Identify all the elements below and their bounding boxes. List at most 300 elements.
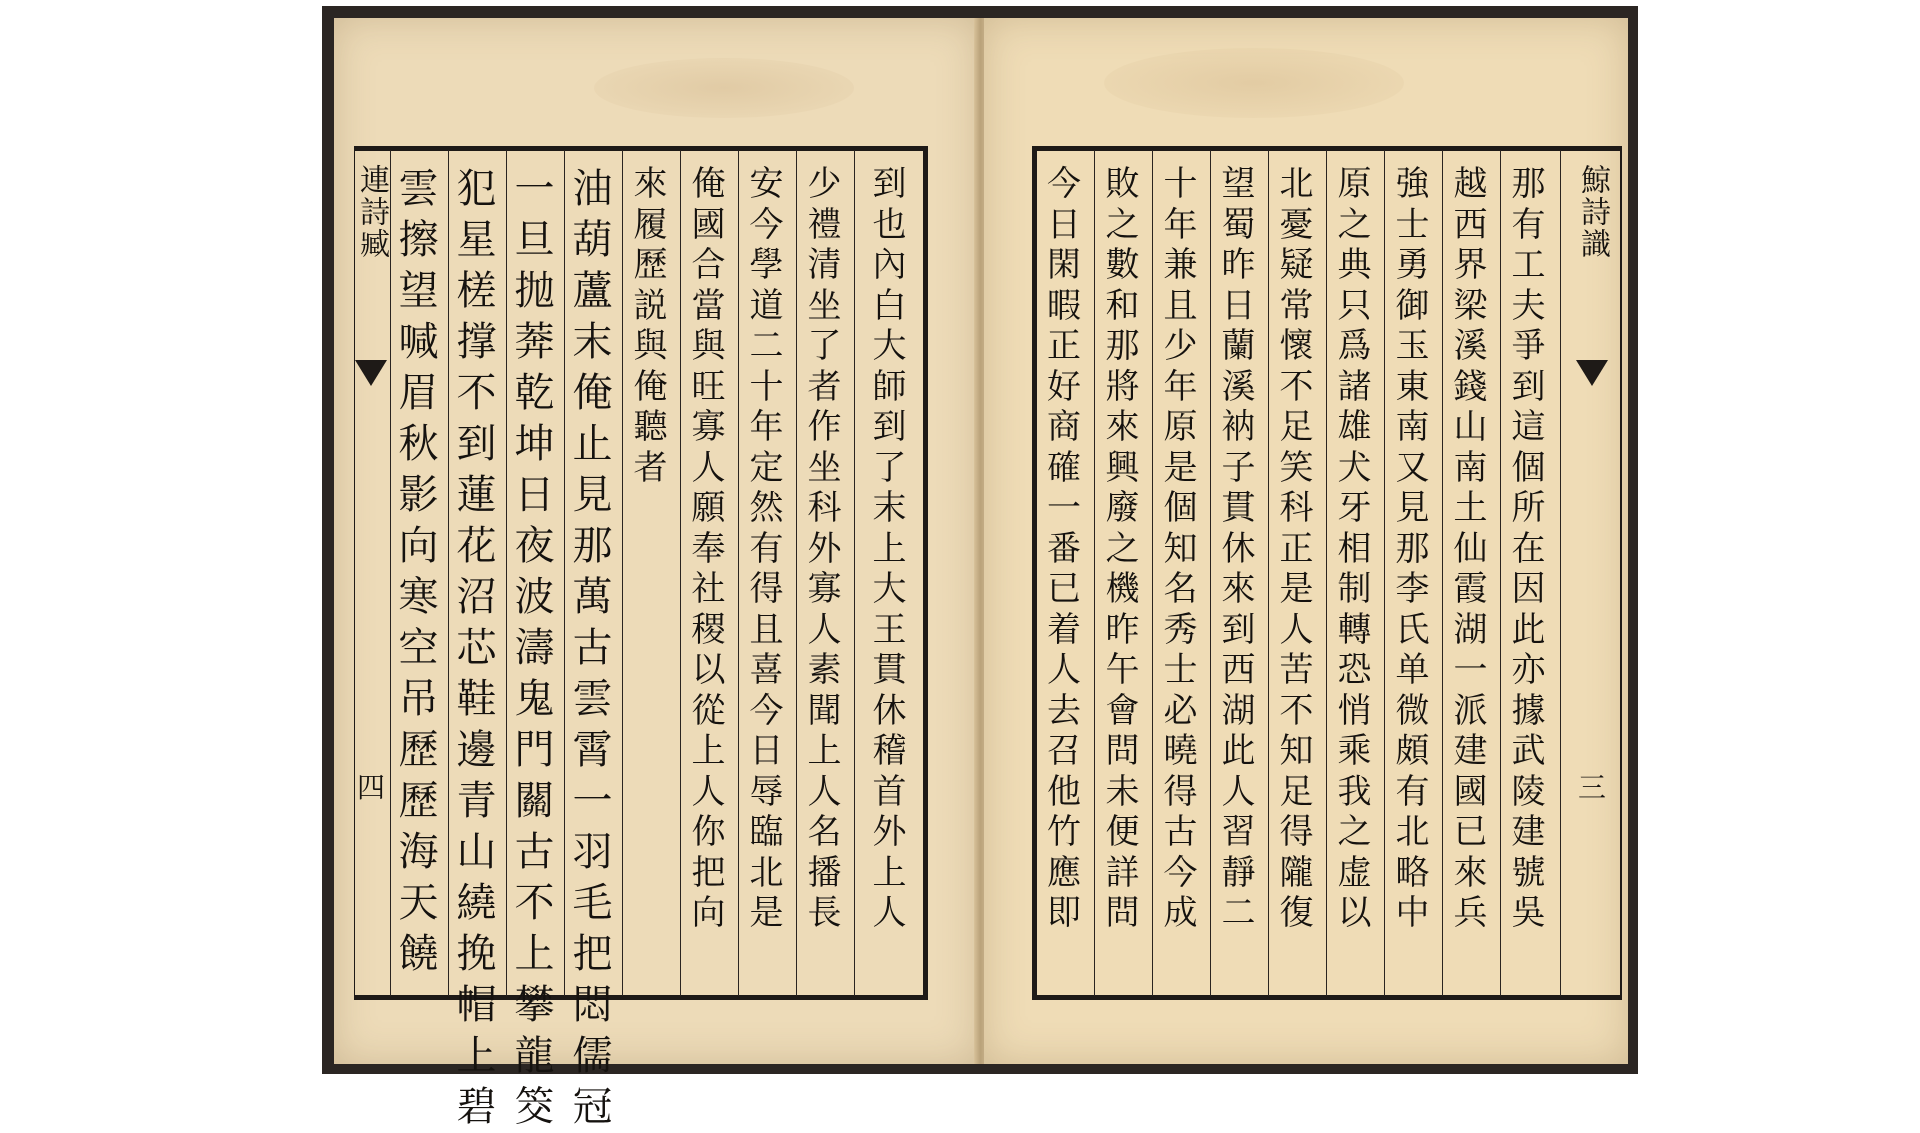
character: 旦: [514, 217, 555, 263]
character: 一: [572, 778, 613, 824]
character: 上: [872, 852, 907, 893]
character: 略: [1395, 852, 1430, 893]
character: 詳: [1105, 852, 1140, 893]
character: 道: [749, 285, 784, 326]
character: 派: [1453, 690, 1488, 731]
character: 人: [691, 771, 726, 812]
character: 犯: [456, 166, 497, 212]
character: 這: [1511, 407, 1546, 447]
character: 之: [1337, 204, 1372, 245]
character: 鬼: [514, 676, 555, 722]
character: 人: [1279, 609, 1314, 650]
character: 之: [1105, 528, 1140, 569]
character: 興: [1105, 447, 1140, 488]
character: 得: [749, 569, 784, 609]
character: 是: [749, 893, 784, 933]
character: 個: [1163, 488, 1198, 528]
text-column: [564, 150, 620, 1130]
character: 機: [1105, 569, 1140, 609]
character: 暇: [1047, 285, 1081, 326]
character: 槎: [456, 268, 497, 314]
character: 玉: [1395, 326, 1430, 366]
character: 來: [1453, 852, 1488, 893]
character: 梁: [1453, 285, 1488, 326]
character: 所: [1511, 488, 1546, 528]
character: 錢: [1453, 366, 1488, 407]
paper-stain: [1104, 48, 1404, 118]
character: 着: [1047, 609, 1081, 650]
character: 亦: [1511, 650, 1546, 690]
character: 蘆: [572, 268, 613, 314]
character: 見: [1395, 488, 1430, 528]
character: 強: [1395, 164, 1430, 204]
text-column: [1442, 150, 1498, 996]
character: 山: [1453, 407, 1488, 447]
text-column: [1268, 150, 1324, 996]
character: 中: [1395, 893, 1430, 933]
character: 且: [749, 609, 784, 650]
character: 攀: [514, 982, 555, 1028]
character: 望: [398, 268, 439, 314]
character: 昨: [1221, 245, 1256, 285]
character: 以: [691, 650, 726, 690]
character: 個: [1511, 447, 1546, 488]
character: 坤: [514, 421, 555, 467]
character: 將: [1105, 366, 1140, 407]
character: 十: [1163, 164, 1198, 204]
character: 廢: [1105, 488, 1140, 528]
character: 長: [807, 893, 842, 933]
character: 師: [872, 366, 907, 407]
character: 爭: [1511, 326, 1546, 366]
character: 上: [456, 1033, 497, 1079]
character: 花: [456, 523, 497, 569]
character: 越: [1453, 164, 1488, 204]
character: 到: [872, 164, 907, 204]
character: 復: [1279, 893, 1314, 933]
character: 一: [1047, 488, 1081, 528]
character: 影: [398, 472, 439, 518]
character: 確: [1047, 447, 1081, 488]
character: 星: [456, 217, 497, 263]
character: 歷: [398, 778, 439, 824]
character: 我: [1337, 771, 1372, 812]
character: 那: [1511, 164, 1546, 204]
character: 蜀: [1221, 204, 1256, 245]
character: 成: [1163, 893, 1198, 933]
character: 門: [514, 727, 555, 773]
character: 擦: [398, 217, 439, 263]
character: 願: [691, 488, 726, 528]
character: 人: [1047, 650, 1081, 690]
character: 末: [572, 319, 613, 365]
character: 制: [1337, 569, 1372, 609]
character: 山: [456, 829, 497, 875]
character: 坐: [807, 447, 842, 488]
fish-tail-mark-icon: [1576, 360, 1608, 386]
character: 兼: [1163, 245, 1198, 285]
right-running-title: 鯨詩識: [1575, 164, 1610, 260]
left-page-number: 四: [356, 771, 385, 804]
character: 知: [1279, 731, 1314, 771]
character: 貫: [1221, 488, 1256, 528]
character: 旺: [691, 366, 726, 407]
character: 吊: [398, 676, 439, 722]
character: 人: [691, 447, 726, 488]
character: 是: [1163, 447, 1198, 488]
character: 羽: [572, 829, 613, 875]
character: 聞: [807, 690, 842, 731]
character: 葫: [572, 217, 613, 263]
character: 士: [1163, 650, 1198, 690]
character: 你: [691, 812, 726, 852]
character: 見: [572, 472, 613, 518]
character: 吳: [1511, 893, 1546, 933]
character: 望: [1221, 164, 1256, 204]
character: 不: [1279, 690, 1314, 731]
right-text-block: [1032, 146, 1622, 1000]
character: 稷: [691, 609, 726, 650]
character: 土: [1453, 488, 1488, 528]
character: 清: [807, 245, 842, 285]
character: 奉: [691, 528, 726, 569]
character: 眉: [398, 370, 439, 416]
text-column: [1210, 150, 1266, 996]
character: 工: [1511, 245, 1546, 285]
character: 犬: [1337, 447, 1372, 488]
character: 日: [514, 472, 555, 518]
character: 乾: [514, 370, 555, 416]
character: 人: [807, 609, 842, 650]
character: 常: [1279, 285, 1314, 326]
character: 有: [1395, 771, 1430, 812]
character: 年: [1163, 366, 1198, 407]
character: 國: [691, 204, 726, 245]
character: 履: [633, 204, 668, 245]
character: 疑: [1279, 245, 1314, 285]
character: 蓮: [456, 472, 497, 518]
character: 日: [1221, 285, 1256, 326]
character: 只: [1337, 285, 1372, 326]
character: 俺: [691, 164, 726, 204]
character: 西: [1221, 650, 1256, 690]
character: 已: [1453, 812, 1488, 852]
character: 悄: [1337, 690, 1372, 731]
character: 王: [872, 609, 907, 650]
character: 到: [1511, 366, 1546, 407]
character: 當: [691, 285, 726, 326]
character: 陵: [1511, 771, 1546, 812]
character: 微: [1395, 690, 1430, 731]
character: 聽: [633, 407, 668, 447]
character: 萬: [572, 574, 613, 620]
character: 足: [1279, 771, 1314, 812]
character: 稽: [872, 731, 907, 771]
character: 莾: [514, 319, 555, 365]
character: 霞: [1453, 569, 1488, 609]
character: 正: [1047, 326, 1081, 366]
character: 雄: [1337, 407, 1372, 447]
character: 好: [1047, 366, 1081, 407]
character: 到: [872, 407, 907, 447]
character: 秋: [398, 421, 439, 467]
character: 湖: [1221, 690, 1256, 731]
text-column: [854, 150, 924, 996]
character: 冠: [572, 1084, 613, 1130]
character: 懷: [1279, 326, 1314, 366]
text-column: [448, 150, 504, 1130]
character: 南: [1395, 407, 1430, 447]
character: 外: [872, 812, 907, 852]
character: 把: [691, 852, 726, 893]
character: 國: [1453, 771, 1488, 812]
character: 今: [749, 204, 784, 245]
character: 已: [1047, 569, 1081, 609]
character: 午: [1105, 650, 1140, 690]
character: 少: [1163, 326, 1198, 366]
character: 苦: [1279, 650, 1314, 690]
character: 建: [1511, 812, 1546, 852]
character: 少: [807, 164, 842, 204]
character: 爲: [1337, 326, 1372, 366]
character: 頗: [1395, 731, 1430, 771]
open-book: [322, 6, 1638, 1130]
character: 在: [1511, 528, 1546, 569]
character: 學: [749, 245, 784, 285]
character: 也: [872, 204, 907, 245]
character: 青: [456, 778, 497, 824]
character: 禮: [807, 204, 842, 245]
character: 敗: [1105, 164, 1140, 204]
character: 便: [1105, 812, 1140, 852]
text-column: [1384, 150, 1440, 996]
character: 此: [1511, 609, 1546, 650]
character: 二: [1221, 893, 1256, 933]
fish-tail-mark-icon: [355, 360, 387, 386]
character: 了: [872, 447, 907, 488]
character: 饒: [398, 931, 439, 977]
left-text-block: [354, 146, 928, 1130]
character: 東: [1395, 366, 1430, 407]
character: 寡: [807, 569, 842, 609]
character: 曉: [1163, 731, 1198, 771]
character: 必: [1163, 690, 1198, 731]
character: 二: [749, 326, 784, 366]
character: 然: [749, 488, 784, 528]
character: 仙: [1453, 528, 1488, 569]
character: 召: [1047, 731, 1081, 771]
character: 建: [1453, 731, 1488, 771]
character: 李: [1395, 569, 1430, 609]
character: 油: [572, 166, 613, 212]
character: 與: [691, 326, 726, 366]
character: 邊: [456, 727, 497, 773]
character: 俺: [633, 366, 668, 407]
character: 勇: [1395, 245, 1430, 285]
character: 恐: [1337, 650, 1372, 690]
character: 今: [1047, 164, 1081, 204]
character: 上: [807, 731, 842, 771]
character: 那: [1395, 528, 1430, 569]
character: 帽: [456, 982, 497, 1028]
character: 應: [1047, 852, 1081, 893]
character: 知: [1163, 528, 1198, 569]
character: 此: [1221, 731, 1256, 771]
character: 者: [633, 447, 668, 488]
character: 坐: [807, 285, 842, 326]
character: 轉: [1337, 609, 1372, 650]
character: 北: [1395, 812, 1430, 852]
character: 笑: [1279, 447, 1314, 488]
character: 典: [1337, 245, 1372, 285]
character: 來: [1221, 569, 1256, 609]
left-fold-strip: [352, 150, 390, 996]
character: 夜: [514, 523, 555, 569]
character: 把: [572, 931, 613, 977]
character: 閑: [1047, 245, 1081, 285]
character: 和: [1105, 285, 1140, 326]
text-column: [738, 150, 794, 996]
text-column: [1152, 150, 1208, 996]
character: 辱: [749, 771, 784, 812]
text-column: [680, 150, 736, 996]
text-column: [1036, 150, 1092, 996]
character: 竹: [1047, 812, 1081, 852]
character: 原: [1163, 407, 1198, 447]
character: 有: [749, 528, 784, 569]
character: 御: [1395, 285, 1430, 326]
character: 名: [1163, 569, 1198, 609]
character: 內: [872, 245, 907, 285]
character: 北: [1279, 164, 1314, 204]
character: 兵: [1453, 893, 1488, 933]
character: 作: [807, 407, 842, 447]
character: 有: [1511, 204, 1546, 245]
character: 説: [633, 285, 668, 326]
character: 上: [514, 931, 555, 977]
text-column: [796, 150, 852, 996]
character: 芯: [456, 625, 497, 671]
character: 靜: [1221, 852, 1256, 893]
text-column: [1094, 150, 1150, 996]
character: 悶: [572, 982, 613, 1028]
text-column: [506, 150, 562, 1130]
character: 問: [1105, 893, 1140, 933]
character: 與: [633, 326, 668, 366]
character: 雲: [398, 166, 439, 212]
character: 俺: [572, 370, 613, 416]
character: 濤: [514, 625, 555, 671]
character: 雲: [572, 676, 613, 722]
character: 號: [1511, 852, 1546, 893]
character: 原: [1337, 164, 1372, 204]
character: 昨: [1105, 609, 1140, 650]
character: 天: [398, 880, 439, 926]
character: 寡: [691, 407, 726, 447]
text-column: [1500, 150, 1556, 996]
character: 歷: [398, 727, 439, 773]
character: 儒: [572, 1033, 613, 1079]
left-page: [334, 18, 978, 1130]
character: 足: [1279, 407, 1314, 447]
character: 因: [1511, 569, 1546, 609]
character: 衲: [1221, 407, 1256, 447]
character: 乘: [1337, 731, 1372, 771]
character: 未: [1105, 771, 1140, 812]
character: 白: [872, 285, 907, 326]
character: 即: [1047, 893, 1081, 933]
character: 不: [1279, 366, 1314, 407]
character: 會: [1105, 690, 1140, 731]
character: 筊: [514, 1084, 555, 1130]
character: 休: [1221, 528, 1256, 569]
character: 喊: [398, 319, 439, 365]
character: 來: [633, 164, 668, 204]
character: 南: [1453, 447, 1488, 488]
character: 碧: [456, 1084, 497, 1130]
character: 隴: [1279, 852, 1314, 893]
character: 番: [1047, 528, 1081, 569]
character: 海: [398, 829, 439, 875]
character: 士: [1395, 204, 1430, 245]
character: 挽: [456, 931, 497, 977]
character: 歷: [633, 245, 668, 285]
text-column: [1326, 150, 1382, 996]
character: 大: [872, 326, 907, 366]
character: 古: [514, 829, 555, 875]
character: 相: [1337, 528, 1372, 569]
character: 毛: [572, 880, 613, 926]
character: 鞋: [456, 676, 497, 722]
character: 止: [572, 421, 613, 467]
character: 人: [807, 771, 842, 812]
character: 十: [749, 366, 784, 407]
character: 貫: [872, 650, 907, 690]
character: 又: [1395, 447, 1430, 488]
character: 日: [749, 731, 784, 771]
character: 以: [1337, 893, 1372, 933]
character: 古: [572, 625, 613, 671]
right-page: [984, 18, 1628, 1064]
character: 氏: [1395, 609, 1430, 650]
character: 寒: [398, 574, 439, 620]
character: 单: [1395, 650, 1430, 690]
text-column: [622, 150, 678, 996]
character: 得: [1163, 771, 1198, 812]
character: 是: [1279, 569, 1314, 609]
character: 數: [1105, 245, 1140, 285]
character: 臨: [749, 812, 784, 852]
character: 商: [1047, 407, 1081, 447]
character: 定: [749, 447, 784, 488]
character: 科: [1279, 488, 1314, 528]
character: 外: [807, 528, 842, 569]
character: 從: [691, 690, 726, 731]
character: 之: [1337, 812, 1372, 852]
character: 素: [807, 650, 842, 690]
character: 空: [398, 625, 439, 671]
character: 一: [514, 166, 555, 212]
character: 者: [807, 366, 842, 407]
character: 一: [1453, 650, 1488, 690]
character: 關: [514, 778, 555, 824]
character: 不: [456, 370, 497, 416]
character: 喜: [749, 650, 784, 690]
character: 不: [514, 880, 555, 926]
paper-stain: [594, 58, 854, 118]
character: 武: [1511, 731, 1546, 771]
character: 年: [1163, 204, 1198, 245]
